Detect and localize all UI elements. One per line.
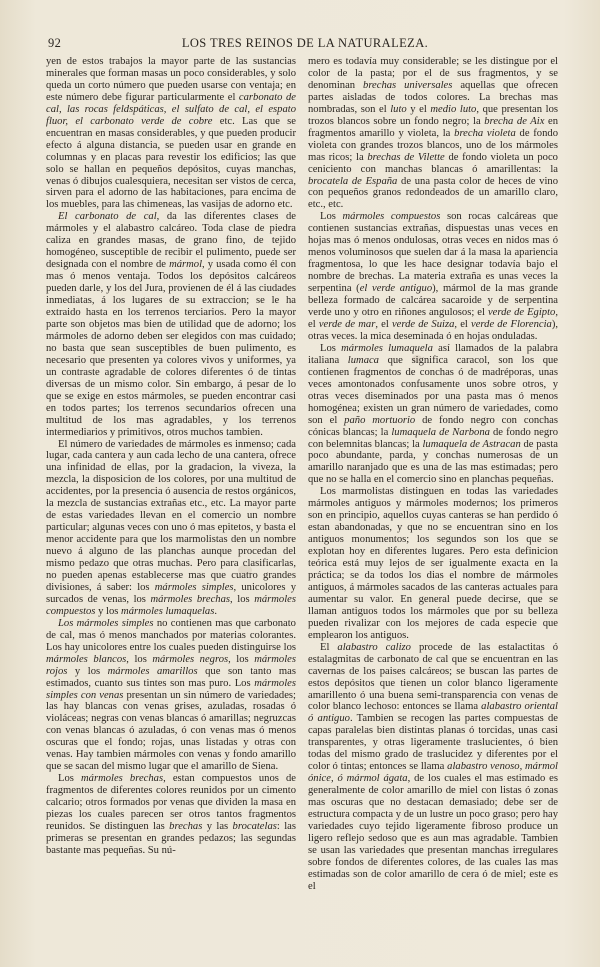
italic-run: verde de Florencia xyxy=(471,318,552,330)
text-run: que son tanto mas estimados, cuanto sus tintes son mas puro. Los xyxy=(46,665,296,689)
text-run: : las primeras se presentan en grandes pedazos; las segundas bastante mas pequeñas. Su nú- xyxy=(46,821,296,856)
text-run: son rocas calcáreas que contienen sustancias extrañas, dispuestas unas veces en hojas mas ó menos ondulosas, otras veces en nidos mas ó menos voluminosos que suelen dar á la masa la apariencia fragmentosa, lo que les hace designar todavía bajo el nombre de brechas. La materia extraña es unas veces la serpentina ( xyxy=(308,211,558,295)
text-run: , de los cuales el mas estimado es generalmente de color amarillo de miel con listas ó zonas mas oscuras que no destacan demasiado; debe ser de estructura compacta y de un lustre un poco graso; pero hay variedades cuyo tejido ligeramente fibroso produce un ligero reflejo sedoso que es aun mas agradable. Tambien se usan las variedades que presentan manchas irregulares sobre fondos de diferentes colores, de las cuales las mas estimadas son de color amarillo de cera ó de miel; este es el xyxy=(308,773,558,892)
italic-run: brecha de Aix xyxy=(484,115,545,127)
text-run: así llamados de la palabra italiana xyxy=(308,342,558,366)
text-run: en fragmentos amarillo y violeta, la xyxy=(308,115,558,139)
text-columns xyxy=(46,56,558,951)
text-run: Los xyxy=(58,773,82,785)
text-run: de fondo negro con belemnitas blancas; la xyxy=(308,426,558,450)
italic-run: mármoles compuestos xyxy=(342,211,441,223)
text-run: procede de las estalactitas ó estalagmitas de carbonato de cal que se encuentran en las cavernas de los paises calcáreos; se buscan las partes de estos depósitos que tienen un color blanco ligeramente amarillento ó una buena semi-transparencia con venas de color blanco lechoso: entonces se llama xyxy=(308,641,558,713)
italic-run: El carbonato de cal xyxy=(58,211,157,223)
text-run: y las xyxy=(202,821,233,832)
italic-run: mármoles lumaquela xyxy=(341,342,433,354)
italic-run: el verde antiguo xyxy=(359,283,433,295)
italic-run: brechas universales xyxy=(363,79,453,91)
text-run: de fondo negro con conchas cónicas blancas; la xyxy=(308,414,558,438)
text-run: , unicolores y surcados de venas, los xyxy=(46,581,296,605)
italic-run: paño mortuorio xyxy=(344,414,416,426)
left-column xyxy=(46,56,296,951)
italic-run: alabastro oriental ó antiguo xyxy=(308,701,558,725)
paragraph xyxy=(46,56,296,211)
text-run: Los xyxy=(320,342,342,354)
text-run: , los xyxy=(228,653,255,665)
text-run: ), mármol de la mas grande belleza formado de calcárea sacaroide y de serpentina verde uno y otro en riñones angulosos; el xyxy=(308,283,558,319)
text-run: El número de variedades de mármoles es inmenso; cada lugar, cada cantera y aun cada lecho de una cantera, ofrece una infinidad de ellas, por la gradacion, la viveza, la mezcla, la disposicion de los colores, por una multitud de accidentes, por la presencia ó ausencia de restos orgánicos, la mezcla de sustancias extrañas etc., etc. La mayor parte de estas variedades llevan en el comercio un nombre particular; algunas veces con uno ó mas epitetos, y basta el menor accidente para que los marmolistas den un nombre nuevo á alguno de las planchas aunque procedan del mismo pedazo que otras muchas. Pero para clasificarlas, no pueden apenas establecerse mas que cuatro grandes divisiones, á saber: los xyxy=(46,438,296,593)
text-run: y el xyxy=(406,103,431,115)
italic-run: mármol xyxy=(169,259,203,271)
text-run: no contienen mas que carbonato de cal, mas ó menos manchados por materias colorantes. Los hay unicolores entre los cuales pueden distinguirse los xyxy=(46,617,296,653)
text-run: . xyxy=(214,605,217,617)
italic-run: carbonato de cal, las rocas feldspáticas, el sulfato de cal, el espato fluor, el carbonato verde de cobre xyxy=(46,91,296,127)
italic-run: mármoles brechas xyxy=(150,593,231,605)
paragraph xyxy=(308,56,558,211)
paragraph xyxy=(46,439,296,618)
text-run: El xyxy=(320,641,338,653)
paragraph xyxy=(46,618,296,773)
italic-run: mármoles simples con venas xyxy=(46,677,296,701)
paragraph xyxy=(308,211,558,342)
text-run: , los xyxy=(230,593,255,605)
italic-run: brecha violeta xyxy=(454,127,516,139)
text-run: y los xyxy=(95,605,122,617)
text-run: de fondo violeta un poco ceniciento con manchas blancas ó amarillentas: la xyxy=(308,151,558,175)
paragraph xyxy=(308,343,558,486)
text-run: , el xyxy=(308,307,558,330)
italic-run: brechas de Vilette xyxy=(367,151,445,163)
paragraph xyxy=(46,211,296,438)
text-run: , el xyxy=(375,318,392,330)
text-run: aquellas que ofrecen partes aisladas de todos colores. La brechas mas nombradas, son el xyxy=(308,79,558,115)
italic-run: medio luto xyxy=(430,103,477,115)
italic-run: mármoles simples xyxy=(154,581,234,593)
italic-run: mármoles amarillos xyxy=(107,665,198,677)
italic-run: mármoles compuestos xyxy=(46,593,296,617)
text-run: yen de estos trabajos la mayor parte de las sustancias minerales que forman masas un poco considerables, y solo queda un corto número que pueden usarse con ventaja; en este número debe figurar particularmente el xyxy=(46,56,296,103)
italic-run: mármoles brechas xyxy=(81,773,164,785)
italic-run: verde de Suiza xyxy=(391,318,455,330)
text-run: que significa caracol, son los que contienen fragmentos de conchas ó de madréporas, unas veces amontonados confusamente unos sobre otros, y otras veces diseminados por una pasta mas ó menos homogénea; existen un gran número de variedades, como son el xyxy=(308,354,558,426)
text-run: presentan un sin número de variedades; las hay blancas con venas grises, azuladas, rosadas ó violáceas; negras con venas blancas ó amarillas; negruzcas con venas blancas ó azuladas, ó con venas mas ó menos oscuras que el fondo; rojas, unas listadas y otras con venas. Hay tambien mármoles con venas y fondo amarillo que se sacan del mismo lugar que el amarillo de Siena. xyxy=(46,689,296,773)
text-run: . Tambien se recogen las partes compuestas de capas paralelas bien distintas planas ó torcidas, unas casi transparentes, y otras ligeramente traslucientes, ó bien todas del mismo grado de traslucidez y diferentes por el color ó tintas; entonces se llama xyxy=(308,713,558,773)
running-title: LOS TRES REINOS DE LA NATURALEZA. xyxy=(181,36,429,50)
italic-run: mármoles blancos xyxy=(46,653,127,665)
italic-run: verde de Egipto xyxy=(487,307,556,319)
text-run: , el xyxy=(454,318,472,330)
text-run: , y usada como él con mas ó menos ventaja. Todos los depósitos calcáreos pueden darle, y los del Jura, provienen de él á las ciudades inmediatas, á los lugares de su extraccion; se le ha extraido hasta en los terrenos terciarios. Pero la mayor parte son objetos mas bien de utilidad que de adorno; los mármoles de adorno deben ser elegidos con mas cuidado; no basta que sean susceptibles de buen pulimento, es necesario que presenten ya colores vivos y uniformes, ya un contraste agradable de colores diferentes ó de tintas diversas de un mismo color. Sin embargo, á pesar de lo que se exige en estos mármoles, se pueden encontrar casi en todos partes; los terrenos secundarios ofrecen una multitud de los mas agradables, y los terrenos intermediarios y primitivos, otros muchos tambien. xyxy=(46,259,296,438)
text-run: etc. Las que se encuentran en masas considerables, y que pueden producir efecto á alguna distancia, se pueden usar en grande en columnas y en placas para revestir los edificios; las que solo se hallan en pequeños depósitos, cuyas manchas, venas ó dibujos cualesquiera, necesitan ser vistos de cerca, sirven para el adorno de las habitaciones, para encima de los muebles, para las chimeneas, las vasijas de adorno etc. xyxy=(46,115,296,211)
italic-run: lumaquela de Astracan xyxy=(422,438,521,450)
paragraph xyxy=(308,642,558,893)
right-column xyxy=(308,56,558,951)
paragraph xyxy=(308,486,558,641)
text-run: , que presentan los trozos blancos sobre un fondo negro; la xyxy=(308,103,558,127)
text-run: ), otras veces. la mica deseminada ó en hojas onduladas. xyxy=(308,318,558,342)
italic-run: luto xyxy=(390,103,407,115)
italic-run: alabastro venoso, mármol ónice, ó mármol ágata xyxy=(308,761,558,785)
italic-run: alabastro calizo xyxy=(337,641,411,653)
italic-run: lumaca xyxy=(347,354,379,366)
italic-run: lumaquela de Narbona xyxy=(391,426,490,438)
italic-run: verde de mar xyxy=(318,318,376,330)
text-run: y los xyxy=(67,665,108,677)
italic-run: brocatela de España xyxy=(308,175,398,187)
text-run: Los xyxy=(320,211,343,223)
text-run: de una pasta color de heces de vino con pequeños granos redondeados de un amarillo claro, etc., etc. xyxy=(308,175,558,211)
text-run: mero es todavía muy considerable; se les distingue por el color de la pasta; por el de sus fragmentos, y se denominan xyxy=(308,56,558,91)
text-run: , da las diferentes clases de mármoles y el alabastro calcáreo. Toda clase de piedra caliza en grandes masas, de grano fino, de tejido homogéneo, susceptible de recibir el pulimento, puede ser designada con el nombre de xyxy=(46,211,296,271)
paragraph xyxy=(46,773,296,857)
page-header xyxy=(40,36,570,52)
italic-run: mármoles rojos xyxy=(46,653,296,677)
page-number: 92 xyxy=(48,36,62,50)
italic-run: brechas xyxy=(169,821,203,832)
text-run: , los xyxy=(126,653,153,665)
italic-run: brocatelas xyxy=(232,821,277,832)
text-run: , estan compuestos unos de fragmentos de diferentes colores reunidos por un cimento calcario; otros formados por venas que dividen la masa en piezas los cuales parecen ser otros tantos fragmentos reunidos. Se distinguen las xyxy=(46,773,296,832)
text-run: Los marmolistas distinguen en todas las variedades mármoles antiguos y mármoles modernos; los primeros son en principio, aquellos cuyas canteras se han perdido ó estan abandonadas, y que no se encuentran sino en los antiguos monumentos; los segundos son los que se explotan hoy en diferentes lugares. Pero esta definicion teórica está muy lejos de ser igualmente exacta en la práctica; se da todos los dias el nombre de mármoles antiguos, á mármoles sacados de las canteras actuales para aumentar su valor. En general puede decirse, que se llaman antiguos todos los mármoles que por su belleza pueden rivalizar con los mejores de cada especie que emplearon los antiguos. xyxy=(308,486,558,641)
italic-run: mármoles lumaquelas xyxy=(121,605,215,617)
italic-run: mármoles negros xyxy=(152,653,229,665)
italic-run: Los mármoles simples xyxy=(58,617,154,629)
text-run: de fondo violeta con grandes trozos blancos, uno de los mármoles mas ricos; la xyxy=(308,127,558,163)
text-run: de pasta poco abundante, parda, y conchas numerosas de un amarillo naranjado que es una de las mas estimadas; pero que no se halla en el comercio sino en planchas pequeñas. xyxy=(308,438,558,486)
